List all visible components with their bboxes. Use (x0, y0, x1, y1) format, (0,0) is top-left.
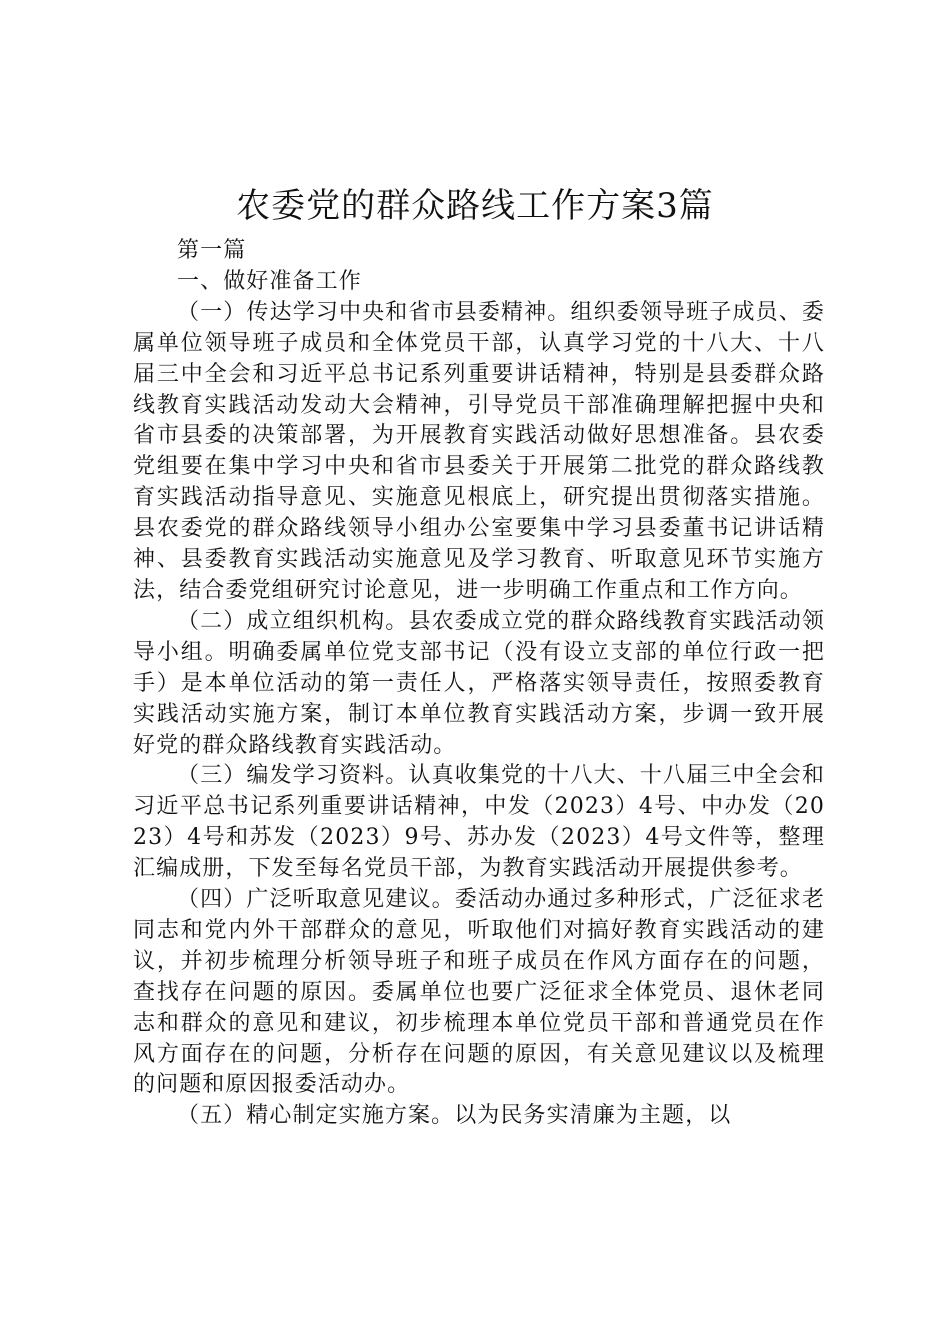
paragraph-5: （五）精心制定实施方案。以为民务实清廉为主题，以 (177, 1103, 732, 1129)
document-body (133, 236, 825, 1132)
paragraph-2: （二）成立组织机构。县农委成立党的群众路线教育实践活动领导小组。明确委属单位党支部书记（没有设立支部的单位行政一把手）是本单位活动的第一责任人，严格落实领导责任，按照委教育实践活动实施方案，制订本单位教育实践活动方案，步调一致开展好党的群众路线教育实践活动。 (133, 608, 825, 758)
part-heading: 一、做好准备工作 (177, 268, 362, 294)
paragraph-4: （四）广泛听取意见建议。委活动办通过多种形式，广泛征求老同志和党内外干部群众的意见，听取他们对搞好教育实践活动的建议，并初步梳理分析领导班子和班子成员在作风方面存在的问题，查找存在问题的原因。委属单位也要广泛征求全体党员、退休老同志和群众的意见和建议，初步梳理本单位党员干部和普通党员在作风方面存在的问题，分析存在问题的原因，有关意见建议以及梳理的问题和原因报委活动办。 (133, 887, 825, 1098)
section-label: 第一篇 (177, 238, 247, 263)
paragraph-1: （一）传达学习中央和省市县委精神。组织委领导班子成员、委属单位领导班子成员和全体党员干部，认真学习党的十八大、十八届三中全会和习近平总书记系列重要讲话精神，特别是县委群众路线教育实践活动发动大会精神，引导党员干部准确理解把握中央和省市县委的决策部署，为开展教育实践活动做好思想准备。县农委党组要在集中学习中央和省市县委关于开展第二批党的群众路线教育实践活动指导意见、实施意见根底上，研究提出贯彻落实措施。县农委党的群众路线领导小组办公室要集中学习县委董书记讲话精神、县委教育实践活动实施意见及学习教育、听取意见环节实施方法，结合委党组研究讨论意见，进一步明确工作重点和工作方向。 (133, 299, 825, 603)
paragraph-3: （三）编发学习资料。认真收集党的十八大、十八届三中全会和习近平总书记系列重要讲话精神，中发（2023）4号、中办发（2023）4号和苏发（2023）9号、苏办发（2023）4号文件等，整理汇编成册，下发至每名党员干部，为教育实践活动开展提供参考。 (133, 763, 825, 882)
document-title: 农委党的群众路线工作方案3篇 (236, 186, 714, 226)
